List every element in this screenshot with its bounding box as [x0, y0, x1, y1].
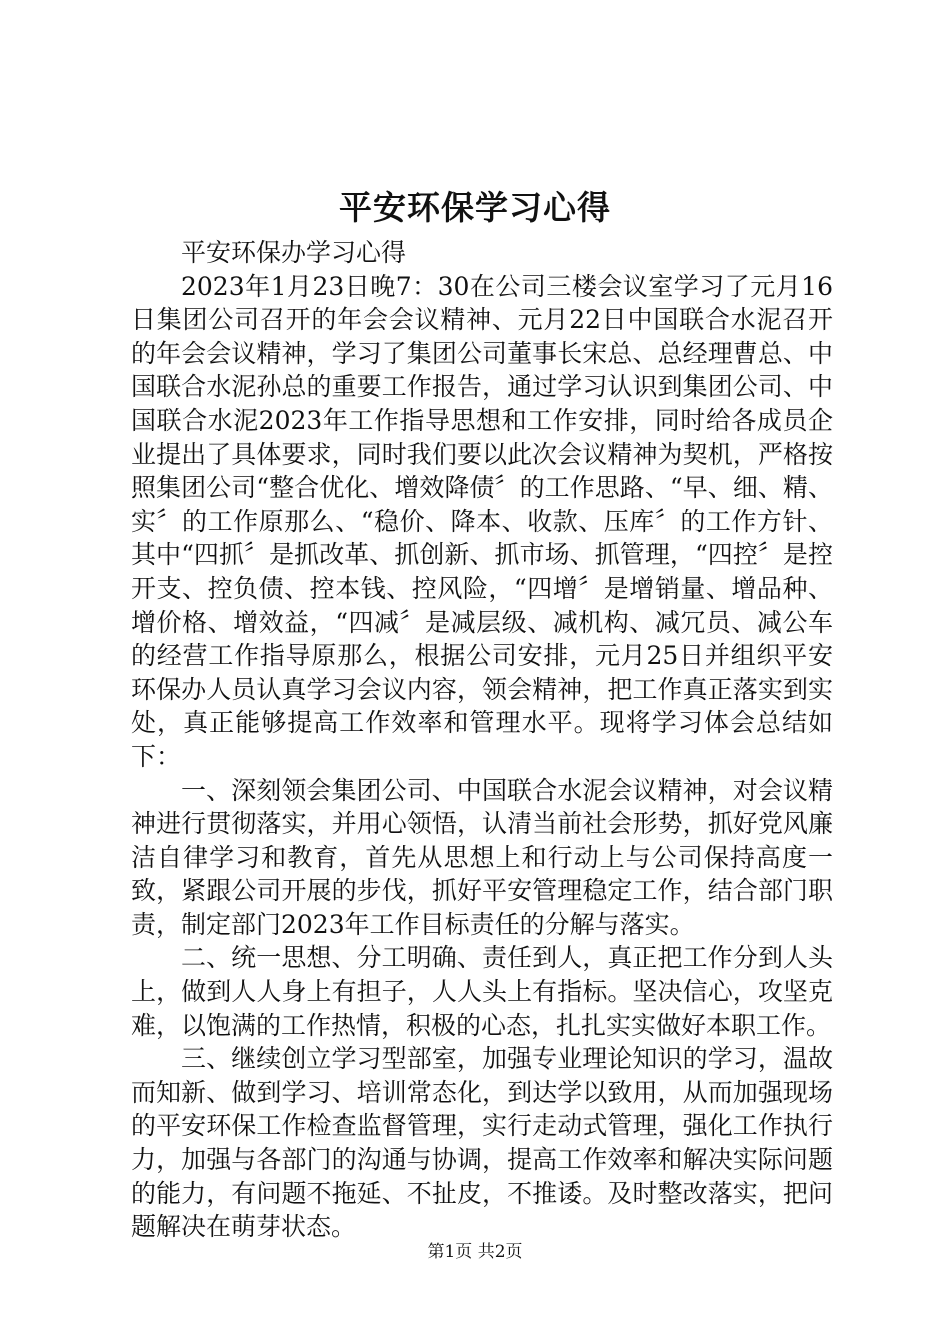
paragraph-point-3: 三、继续创立学习型部室，加强专业理论知识的学习，温故而知新、做到学习、培训常态化，到达学以致用，从而加强现场的平安环保工作检查监督管理，实行走动式管理，强化工作执行力，加强与各部门的沟通与协调，提高工作效率和解决实际问题的能力，有问题不拖延、不扯皮，不推诿。及时整改落实，把问题解决在萌芽状态。 — [131, 1044, 833, 1242]
page-title: 平安环保学习心得 — [339, 188, 611, 227]
paragraph-subtitle: 平安环保办学习心得 — [181, 238, 407, 267]
paragraph-point-2: 二、统一思想、分工明确、责任到人，真正把工作分到人头上，做到人人身上有担子，人人头上有指标。坚决信心，攻坚克难，以饱满的工作热情，积极的心态，扎扎实实做好本职工作。 — [131, 943, 833, 1040]
page-footer: 第1页 共2页 — [427, 1242, 523, 1262]
paragraph-intro: 2023年1月23日晚7：30在公司三楼会议室学习了元月16日集团公司召开的年会会议精神、元月22日中国联合水泥召开的年会会议精神，学习了集团公司董事长宋总、总经理曹总、中国联合水泥孙总的重要工作报告，通过学习认识到集团公司、中国联合水泥2023年工作指导思想和工作安排，同时给各成员企业提出了具体要求，同时我们要以此次会议精神为契机，严格按照集团公司“整合优化、增效降债〞的工作思路、“早、细、精、实〞的工作原那么、“稳价、降本、收款、压库〞的工作方针、其中“四抓〞是抓改革、抓创新、抓市场、抓管理，“四控〞是控开支、控负债、控本钱、控风险，“四增〞是增销量、增品种、增价格、增效益，“四减〞是减层级、减机构、减冗员、减公车的经营工作指导原那么，根据公司安排，元月25日并组织平安环保办人员认真学习会议内容，领会精神，把工作真正落实到实处，真正能够提高工作效率和管理水平。现将学习体会总结如下： — [131, 271, 833, 771]
document-body — [131, 236, 833, 1244]
paragraph-point-1: 一、深刻领会集团公司、中国联合水泥会议精神，对会议精神进行贯彻落实，并用心领悟，认清当前社会形势，抓好党风廉洁自律学习和教育，首先从思想上和行动上与公司保持高度一致，紧跟公司开展的步伐，抓好平安管理稳定工作，结合部门职责，制定部门2023年工作目标责任的分解与落实。 — [131, 775, 833, 939]
